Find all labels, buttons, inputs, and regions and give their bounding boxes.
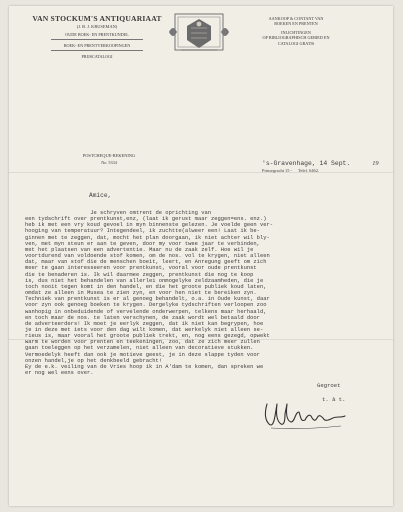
body-line: Ey de e.k. veiling van de Vries hoop ik in A'dam te komen, dan spreken we [25, 362, 264, 370]
year: 19 [372, 160, 379, 167]
postcheque-label: POSTCHEQUE-REKENING [82, 153, 136, 158]
body-line: een tydschrift over prentkunst,enz, (laat ik gerust maar zeggen=ens. enz.) [25, 215, 267, 223]
body-line: Vermoedelyk heeft dan ook je motieve geest, je in deze slappe tyden voor [25, 350, 260, 358]
letterhead-right [237, 16, 355, 46]
body-line: je in deze met iets voor den dag wilt komen, dat werkelyk niet alleen se- [25, 325, 264, 333]
letter-body [25, 210, 273, 376]
body-line: er nog wel eens over. [25, 369, 94, 377]
letterhead-right-line: OP BIBLIOGRAPHISCH GEBIED EN [262, 35, 330, 41]
body-line: toch nooit tegen komt in den handel, en die het groote publiek koud laten, [25, 282, 267, 290]
body-line: meer te gaan interesseeren voor prentkunst, vooral voor oude prentkunst [25, 264, 257, 272]
body-line: heb ik met een vry koud gevoel in myn binnenste gelezen. Je voelde geen ver- [25, 221, 273, 229]
letterhead-line: OUDE BOEK- EN PRENTKUNDEL [65, 32, 129, 37]
body-line: en toch maar de nos. te laten verschynen, de zaak wordt wel betaald door [25, 313, 260, 321]
letterhead-right-line: INLICHTINGEN [281, 29, 311, 35]
firm-name: VAN STOCKUM'S ANTIQUARIAAT [32, 14, 162, 23]
body-line: ven, met myn steun er aan te geven, door my voor twee jaar te verbinden, [25, 239, 260, 247]
postcheque-number: No. 5334 [101, 160, 117, 165]
closing-greeting: Gegroet [317, 382, 341, 389]
body-line: hooging van temperatuur? Integendeel, ik zuchtte(alweer een! Laat ik be- [25, 227, 260, 235]
dateline [262, 160, 379, 167]
letterhead-left [31, 14, 163, 59]
body-line: voortdurend van voldoende stof komen, om de nos. vol te krygen, niet alleen [25, 252, 270, 260]
body-line: warm te worden voor prenten en teekeningen, zoo, dat ze zich meer zullen [25, 338, 260, 346]
letterhead-right-line: AANKOOP & CONTANT VAN [268, 16, 324, 21]
body-line: die te benaderen is. Ik wil daarmee zeggen, prentkunst die nog te koop [25, 270, 254, 278]
street-address: Prinsegracht 15 - [262, 168, 292, 173]
letterhead-right-line: CATALOGI GRATIS [277, 40, 315, 46]
closing-tat: t. à t. [322, 396, 346, 403]
body-line: de adverteerders! Ik moet je eerlyk zeggen, dat ik niet kan begrypen, hoe [25, 319, 264, 327]
body-line: dat, maar van stof die de menschen boeit, leert, en Anregung geeft om zich [25, 258, 267, 266]
body-line: omdat ze alleen in Musea te zien zyn, en voor hen niet te bereiken zyn. [25, 289, 257, 297]
divider [51, 39, 143, 40]
letterhead-right-line: BOEKEN EN PRENTEN [274, 21, 318, 27]
divider [51, 50, 143, 51]
body-line: ginnen met te zeggen, dat, mocht het plan doorgaan, ik niet achter wil bly- [25, 233, 270, 241]
address [262, 168, 319, 173]
emblem-icon [167, 10, 231, 54]
handwritten-signature [261, 398, 351, 432]
salutation: Amice, [89, 192, 112, 199]
body-line: onzen handel,je op het denkbeeld gebracht! [25, 356, 163, 364]
body-line: gaan toeleggen op het verzamelen, niet alleen van decoratieve stukken. [25, 344, 254, 352]
body-line: wanhopig in onbeduidende of vervelende onderwerpen, telkens maar herhaald, [25, 307, 267, 315]
letterhead-line: PRIJSCATALOGI [81, 54, 113, 59]
body-line: voor zyn ook genoeg boeken te krygen. Dergelyke tydschriften verloopen zoo [25, 301, 267, 309]
postcheque-block [64, 153, 154, 165]
place-date: 's-Gravenhage, 14 Sept. [262, 160, 351, 167]
proprietor: (J. B. J. KRUSEMAN) [76, 24, 118, 29]
fold-crease [9, 172, 393, 173]
letter-sheet [9, 6, 393, 506]
body-line: Je schryven omtrent de oprichting van [25, 209, 211, 216]
body-line: is, dus niet het behandelen van allerlei onmogelyke zeldzaamheden, die je [25, 276, 264, 284]
body-line: rieus is, maar vooral het groote publiek trekt, en, nog eens gezegd, opwekt [25, 332, 270, 340]
body-line: met het plaatsen van een advertentie. Maar nu de zaak zelf. Hoe wil je [25, 245, 254, 253]
telephone: Telef. 6462. [298, 168, 320, 173]
letterhead-line: BOEK- EN PRENTVERKOOPINGEN [63, 43, 131, 48]
body-line: Techniek van prentkunst is er al genoeg behandelt, o.a. in Oude kunst, daar [25, 295, 270, 303]
